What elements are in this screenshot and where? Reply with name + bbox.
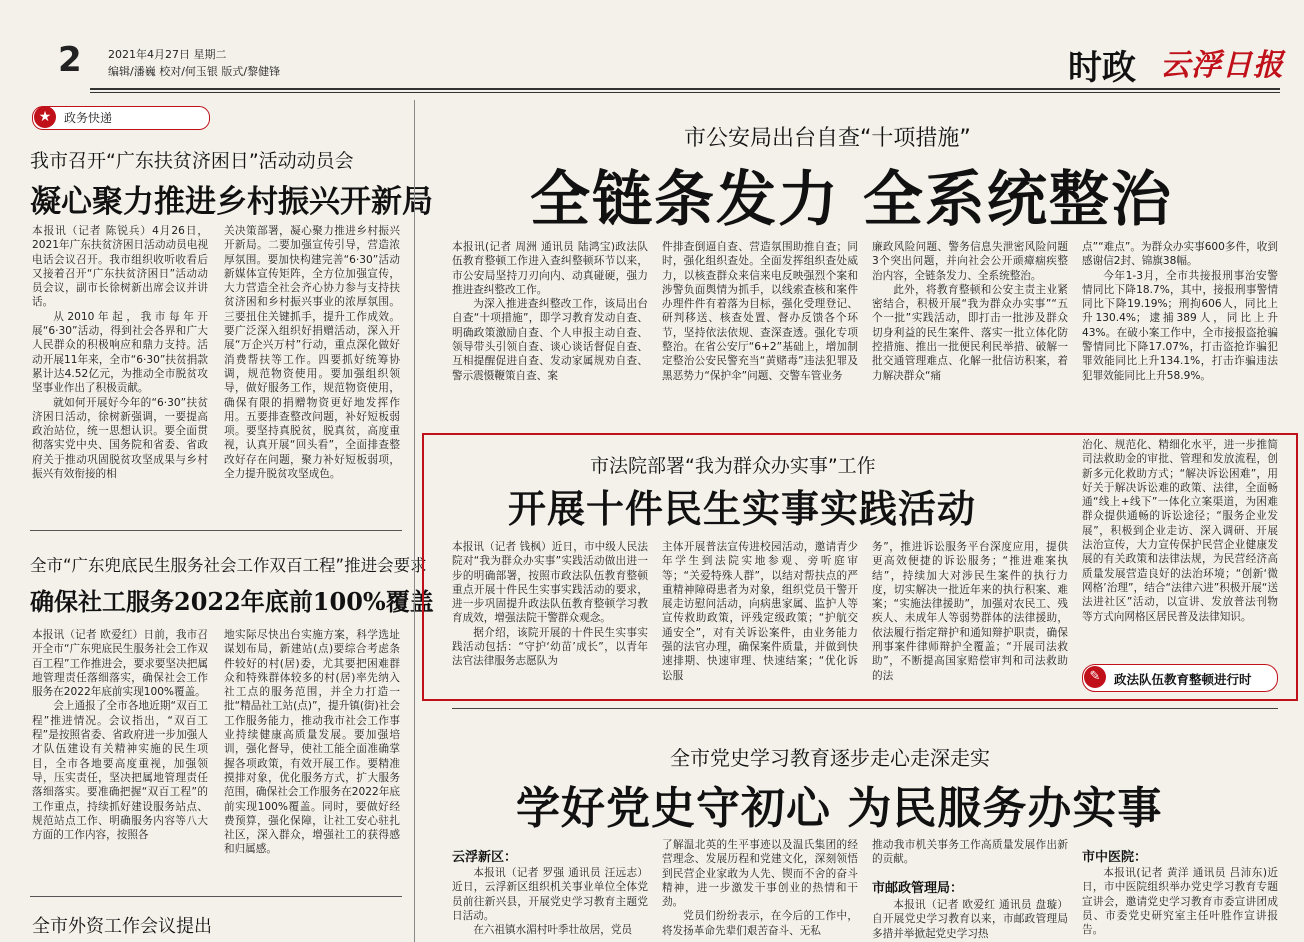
paragraph: 件排查倒逼自查、营造氛围助推自查；同时，强化组织查处。全面发挥组织查处威力，以核查群众来信来电反映强烈个案和涉警负面舆情为抓手，以线索查核和案件办理件件有着落为目标，强化受理登记、研判移送、核查处置、督办反馈各个环节，坚持依法依规、查深查透。强化专项整治。在省公安厅“6+2”基础上，增加制定整治公安民警充当“黄赌毒”违法犯罪及黑恶势力“保护伞”问题、交警车管业务 [662, 241, 858, 382]
brand-logo: 云浮日报 [1160, 48, 1284, 83]
paragraph: 为深入推进查纠整改工作，该局出台自查“十项措施”，即学习教育发动自查、明确政策激励自查、个人申报主动自查、领导带头引领自查、谈心谈话督促自查、互相提醒促进自查、发动家属规劝自查、警示震慑鞭策自查、案 [452, 298, 648, 382]
story-divider [452, 708, 1278, 709]
party-col3 [872, 838, 1068, 870]
editors-line: 编辑/潘巍 校对/何玉银 版式/黎健锋 [108, 65, 281, 78]
story2-headline: 确保社工服务2022年底前100%覆盖 [30, 587, 434, 616]
story1-col1 [32, 224, 208, 514]
story-divider [30, 530, 402, 531]
paragraph: 务”，推进诉讼服务平台深度应用，提供更高效便捷的诉讼服务；“推进难案执结”，持续加大对涉民生案件的执行力度，切实解决一批近年来的执行积案、难案；“实施法律援助”，加强对农民工、残疾人、未成年人等弱势群体的法律援助，依法履行指定辩护和通知辩护职责，确保刑事案件律师辩护全覆盖；“开展司法救助”，不断提高国家赔偿审判和司法救助的法 [872, 541, 1068, 682]
party-col3b [872, 898, 1068, 942]
paragraph: 从2010年起，我市每年开展“6·30”活动，得到社会各界和广大人民群众的积极响应和鼎力支持。活动开展11年来，全市“6·30”扶贫捐款累计达4.52亿元，为推动全市脱贫攻坚事业作出了积极贡献。 [32, 310, 208, 395]
party-story-headline: 学好党史守初心 为民服务办实事 [516, 783, 1163, 834]
story1-col2 [224, 224, 400, 514]
story3-kicker: 全市外资工作会议提出 [32, 916, 212, 937]
top-story-col2 [662, 240, 858, 418]
party-col1 [452, 866, 648, 942]
paragraph: 推动我市机关事务工作高质量发展作出新的贡献。 [872, 839, 1068, 866]
paragraph: 地实际尽快出台实施方案，科学选址谋划布局，新建站(点)要综合考虑条件较好的村(居)委，尤其要把困难群众和特殊群体较多的村(居)率先纳入社工点的服务范围，并全力打造一批“精品社工站(点)”，提升镇(街)社会工作服务能力，推动我市社会工作事业持续健康高质量发展。要加强培训，强化督导，使社工能全面准确掌握各项政策，有效开展工作。要精准摸排对象，优化服务方式，扩大服务范围，确保社会工作服务在2022年底前实现100%覆盖。同时，要做好经费预算，强化保障，让社工安心驻扎社区，深入群众，增强社工的获得感和归属感。 [224, 629, 400, 856]
header-rule [90, 88, 1280, 90]
paragraph: 本报讯(记者 黄洋 通讯员 吕沛东)近日，市中医院组织举办党史学习教育专题宣讲会，邀请党史学习教育市委宣讲团成员、市委党史研究室主任叶胜作宣讲报告。 [1082, 867, 1278, 937]
party-sub-hospital: 市中医院： [1082, 850, 1148, 865]
paragraph: 在六祖镇水湄村叶季壮故居，党员 [473, 924, 633, 937]
story2-kicker: 全市“广东兜底民生服务社会工作双百工程”推进会要求 [30, 556, 427, 575]
court-story-col2 [662, 540, 858, 690]
court-story-col1 [452, 540, 648, 690]
story-divider [30, 896, 402, 897]
star-icon: ★ [34, 106, 56, 128]
news-flash-badge [32, 106, 210, 130]
section-title: 时政 [1068, 48, 1136, 88]
paragraph: 今年1-3月，全市共接报刑事治安警情同比下降18.7%，其中，接报刑事警情同比下降19.19%；刑拘606人，同比上升130.4%；逮捕389人，同比上升43%。在破小案工作中，全市接报盗抢骗警情同比下降17.07%，打击盗抢诈骗犯罪效能同比上升134.1%，打击诈骗违法犯罪效能同比上升58.9%。 [1082, 269, 1278, 382]
court-story-headline: 开展十件民生实事实践活动 [508, 486, 977, 531]
header-meta [108, 46, 280, 80]
paragraph: 就如何开展好今年的“6·30”扶贫济困日活动，徐树新强调，一要提高政治站位，统一思想认识。要全面贯彻落实党中央、国务院和省委、省政府关于推动巩固脱贫攻坚成果与乡村振兴有效衔接的相 [32, 396, 208, 481]
top-story-col4 [1082, 240, 1278, 418]
paragraph: 本报讯(记者 周洲 通讯员 陆鸿宝)政法队伍教育整顿工作进入查纠整顿环节以来，市公安局坚持刀刃向内、动真碰硬，强力推进查纠整改工作。 [452, 241, 648, 296]
story1-headline: 凝心聚力推进乡村振兴开新局 [30, 184, 433, 220]
story2-col1 [32, 628, 208, 890]
paragraph: 会上通报了全市各地近期“双百工程”推进情况。会议指出，“双百工程”是按照省委、省政府进一步加强人才队伍建设有关精神实施的民生项目，全市各地要高度重视，加强领导，压实责任，坚决把属地管理责任落细落实。要准确把握“双百工程”的工作重点，持续抓好建设服务站点、规范站点工作、明确服务内容等八大方面的工作内容，按照各 [32, 700, 208, 842]
paragraph: 主体开展普法宣传进校园活动，邀请青少年学生到法院实地参观、旁听庭审等；“关爱特殊人群”，以结对帮扶点的严重精神障碍患者为对象，组织党员干警开展走访慰问活动，向病患家属、监护人等宣传救助政策，评残定级政策；“护航交通安全”，对有关诉讼案件，由业务能力强的法官办理，确保案件质量，并做到快速排期、快速审理、快速结案；“优化诉讼服 [662, 541, 858, 682]
paragraph: 了解温北英的生平事迹以及温氏集团的经营理念、发展历程和党建文化，深刻领悟到民营企业家敢为人先、锲而不舍的奋斗精神，进一步激发干事创业的热情和干劲。 [662, 839, 858, 909]
paragraph: 本报讯（记者 欧爱红）日前，我市召开全市“广东兜底民生服务社会工作双百工程”工作推进会，要求要坚决把属地管理责任落细落实，确保社会工作服务在2022年底前实现100%覆盖。 [32, 629, 208, 699]
paragraph: 据介绍，该院开展的十件民生实事实践活动包括：“守护‘幼苗’成长”，以青年法官法律服务志愿队为 [452, 626, 648, 668]
paragraph: 治化、规范化、精细化水平，进一步推简司法救助金的审批、管理和发放流程，创新多元化救助方式；“解决诉讼困难”，用好关于解决诉讼难的政策、法律，全面畅通“线上+线下”一体化立案渠道，为困难群众提供通畅的诉讼途径；“服务企业发展”，积极到企业走访、深入调研、开展法治宣传，大力宣传保护民营企业健康发展的有关政策和法律法规，为民营经济高质量发展营造良好的法治环境；“创新‘微网格’治理”，结合“法律六进”积极开展“送法进社区”活动，以宣讲、发放普法刊物等方式向网格区居民普及法律知识。 [1082, 439, 1278, 623]
court-story-kicker: 市法院部署“我为群众办实事”工作 [590, 455, 876, 477]
top-story-kicker: 市公安局出台自查“十项措施” [684, 126, 971, 151]
paragraph: 本报讯（记者 欧爱红 通讯员 盘璇）自开展党史学习教育以来，市邮政管理局多措并举掀起党史学习热 [872, 899, 1068, 940]
party-col2 [662, 838, 858, 942]
page-number: 2 [58, 40, 82, 80]
header-rule-thin [90, 92, 1280, 93]
party-col4 [1082, 866, 1278, 942]
paragraph: 本报讯（记者 罗强 通讯员 汪远志）近日，云浮新区组织机关事业单位全体党员前往新兴县，开展党史学习教育主题党日活动。 [452, 867, 648, 922]
party-sub-post: 市邮政管理局： [872, 881, 964, 896]
column-divider [414, 100, 415, 942]
paragraph: 本报讯（记者 陈锐兵）4月26日，2021年广东扶贫济困日活动动员电视电话会议召开。我市组织收听收看后又接着召开“广东扶贫济困日”活动动员会议，副市长徐树新出席会议并讲话。 [32, 225, 208, 309]
paragraph: 党员们纷纷表示，在今后的工作中，将发扬革命先辈们艰苦奋斗、无私 [662, 910, 858, 937]
campaign-label: 政法队伍教育整顿进行时 [1114, 672, 1252, 687]
top-story-col1 [452, 240, 648, 418]
court-story-col3 [872, 540, 1068, 690]
story1-kicker: 我市召开“广东扶贫济困日”活动动员会 [30, 150, 354, 172]
paragraph: 本报讯（记者 钱枫）近日，市中级人民法院对“我为群众办实事”实践活动做出进一步的明确部署，按照市政法队伍教育整顿重点开展十件民生实事实践活动的要求，进一步巩固提升政法队伍教育整顿学习教育成效，增强法院干警群众观念。 [452, 541, 648, 625]
paragraph: 点”“难点”。为群众办实事600多件，收到感谢信2封、锦旗38幅。 [1082, 241, 1278, 268]
news-flash-label: 政务快递 [64, 111, 113, 125]
party-story-kicker: 全市党史学习教育逐步走心走深走实 [670, 746, 990, 770]
paragraph: 此外，将教育整顿和公安主责主业紧密结合，积极开展“我为群众办实事”“五个一批”实践活动，即打击一批涉及群众切身利益的民生案件、落实一批立体化防控措施、推出一批便民利民举措、破解一批交通管理难点、化解一批信访积案，着力解决群众“痛 [872, 283, 1068, 382]
top-story-col3 [872, 240, 1068, 418]
story2-col2 [224, 628, 400, 890]
pen-icon: ✎ [1084, 666, 1106, 688]
top-story-headline: 全链条发力 全系统整治 [530, 165, 1173, 235]
paragraph: 关决策部署，凝心聚力推进乡村振兴开新局。二要加强宣传引导，营造浓厚氛围。要加快构建完善“6·30”活动新媒体宣传矩阵，全方位加强宣传，大力营造全社会齐心协力参与支持扶贫济困和乡村振兴事业的浓厚氛围。三要扭住关键抓手，提升工作成效。要广泛深入组织好捐赠活动，深入开展“万企兴万村”行动，重点深化做好消费帮扶等工作。四要抓好统筹协调，规范物资使用。要加强组织领导，做好服务工作，规范物资使用，确保有限的捐赠物资更好地发挥作用。五要排查整改问题，补好短板弱项。要坚持真脱贫，脱真贫，高度重视，认真开展“回头看”，全面排查整改好存在问题，聚力补好短板弱项，全力提升脱贫攻坚成色。 [224, 225, 400, 481]
paragraph: 廉政风险问题、警务信息失泄密风险问题3个突出问题，并向社会公开顽瘴痼疾整治内容，全链条发力、全系统整治。 [872, 241, 1068, 282]
court-story-col4 [1082, 438, 1278, 658]
date-line: 2021年4月27日 星期二 [108, 48, 227, 61]
party-sub-xinqu: 云浮新区： [452, 850, 518, 865]
